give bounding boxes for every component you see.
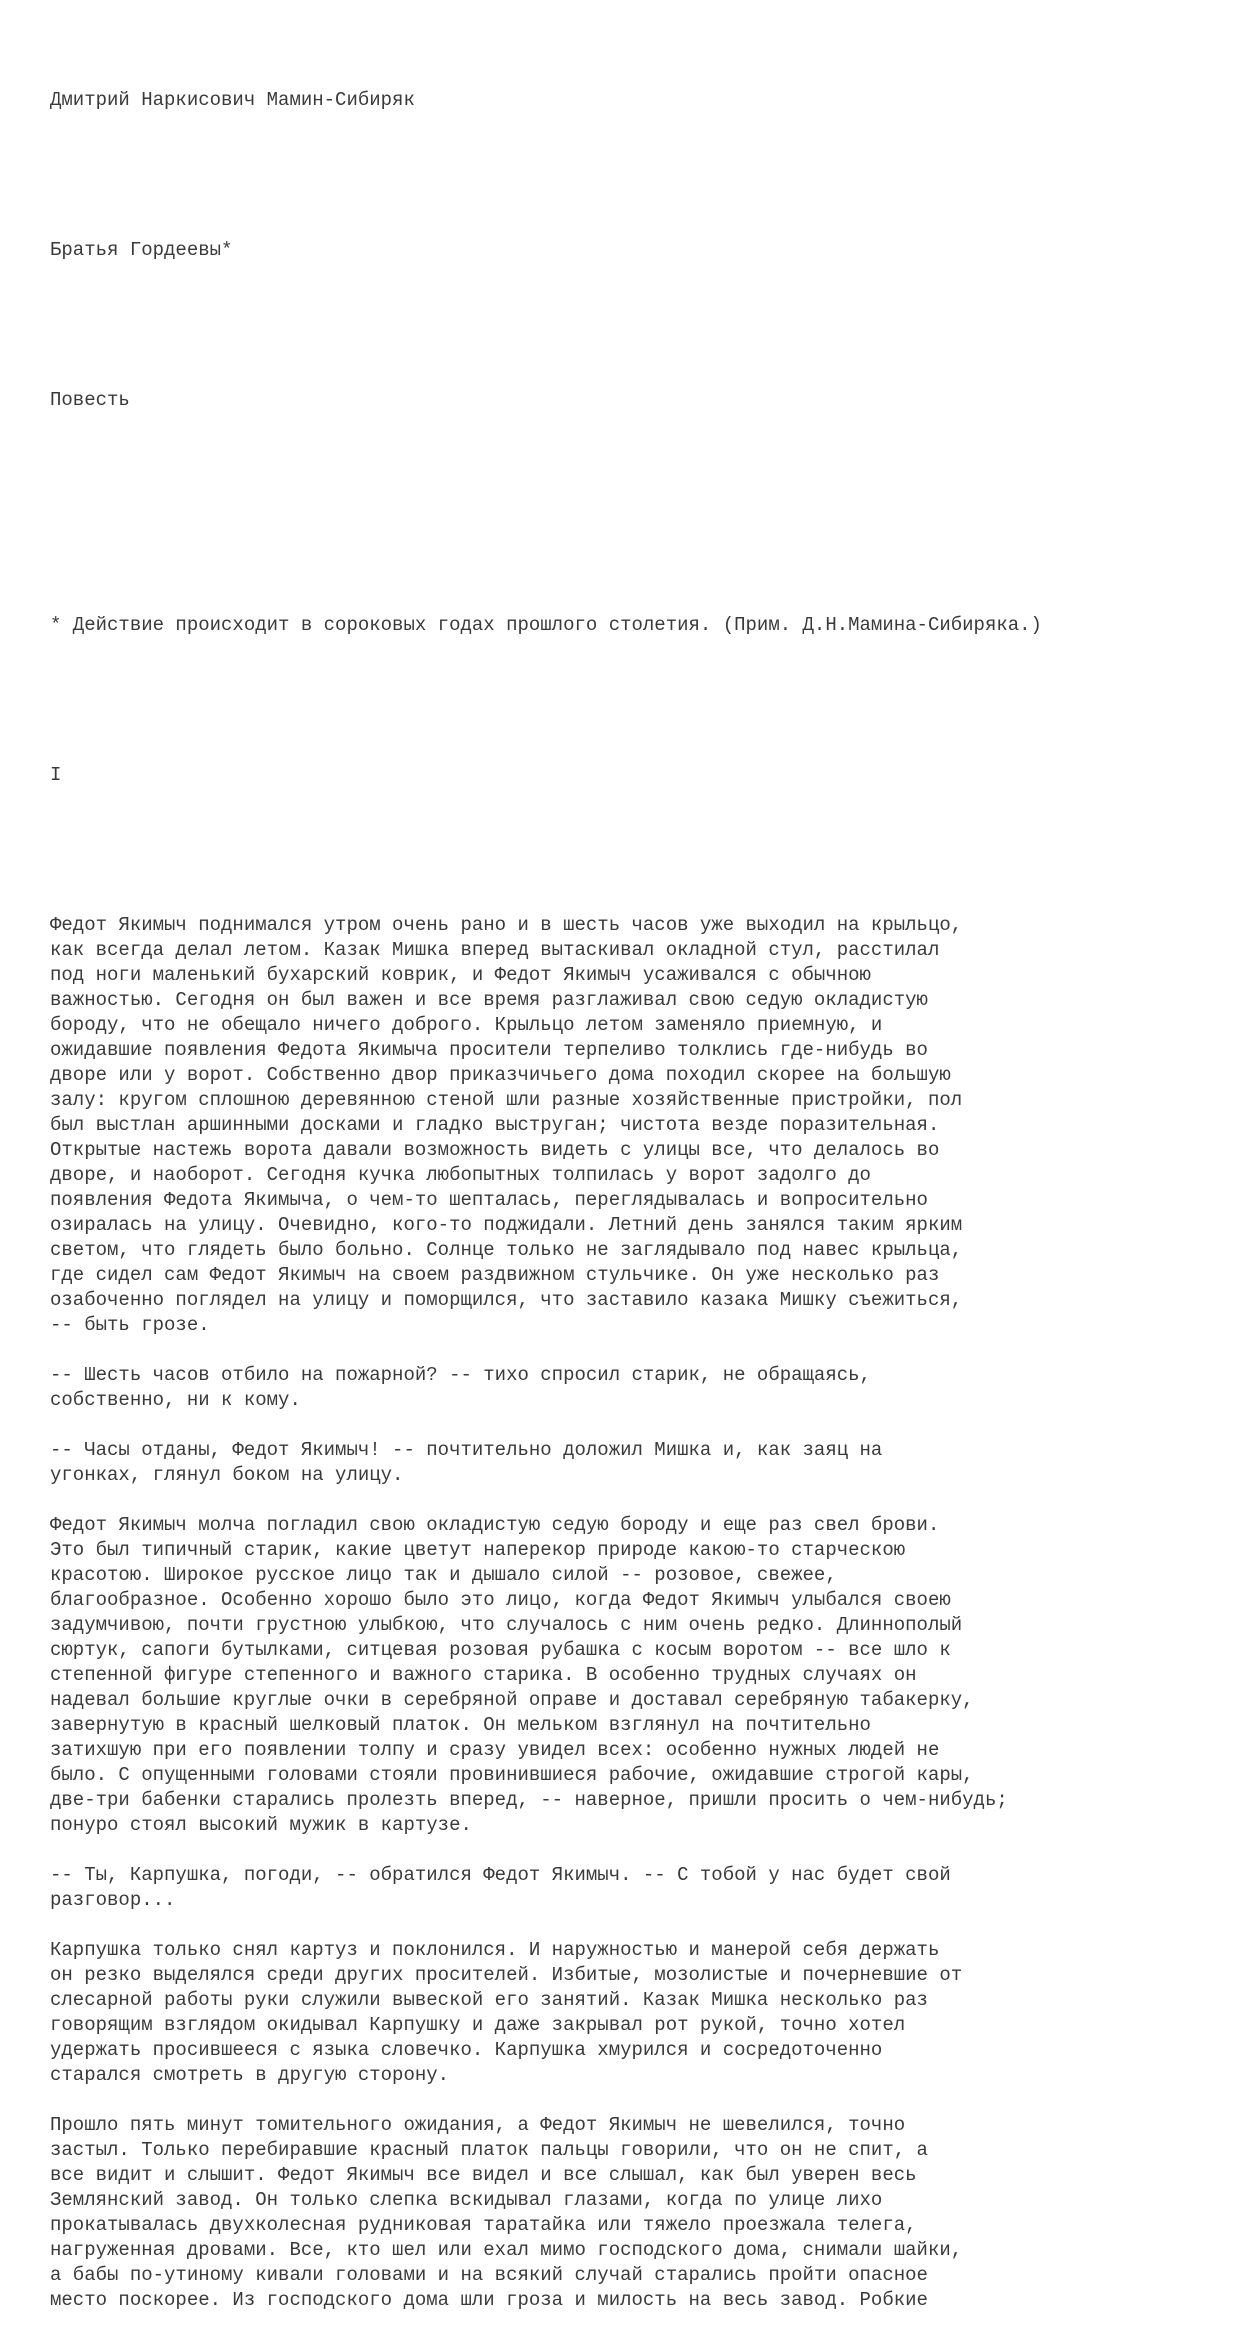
paragraph-line: Это был типичный старик, какие цветут наперекор природе какою-то старческою xyxy=(50,1539,906,1561)
paragraph-line: а бабы по-утиному кивали головами и на всякий случай старались пройти опасное xyxy=(50,2264,928,2286)
paragraph-line: затихшую при его появлении толпу и сразу увидел всех: особенно нужных людей не xyxy=(50,1739,940,1761)
blank-line xyxy=(50,538,1210,563)
paragraph-line: где сидел сам Федот Якимыч на своем раздвижном стульчике. Он уже несколько раз xyxy=(50,1264,940,1286)
paragraph-line: озабоченно поглядел на улицу и поморщился, что заставило казака Мишку съежиться, xyxy=(50,1289,963,1311)
paragraph-line: -- Шесть часов отбило на пожарной? -- тихо спросил старик, не обращаясь, xyxy=(50,1364,871,1386)
paragraph-line: под ноги маленький бухарский коврик, и Федот Якимыч усаживался с обычною xyxy=(50,964,871,986)
paragraph-line: собственно, ни к кому. xyxy=(50,1389,301,1411)
paragraph-line: надевал большие круглые очки в серебряной оправе и доставал серебряную табакерку, xyxy=(50,1689,974,1711)
blank-line xyxy=(50,1338,1210,1363)
paragraph-line: бороду, что не обещало ничего доброго. Крыльцо летом заменяло приемную, и xyxy=(50,1014,883,1036)
paragraph-line: благообразное. Особенно хорошо было это лицо, когда Федот Якимыч улыбался своею xyxy=(50,1589,951,1611)
paragraph-line: застыл. Только перебиравшие красный платок пальцы говорили, что он не спит, а xyxy=(50,2139,928,2161)
paragraph-line: две-три бабенки старались пролезть вперед, -- наверное, пришли просить о чем-нибудь; xyxy=(50,1789,1008,1811)
paragraph-line: понуро стоял высокий мужик в картузе. xyxy=(50,1814,472,1836)
paragraph-line: было. С опущенными головами стояли провинившиеся рабочие, ожидавшие строгой кары, xyxy=(50,1764,974,1786)
blank-line xyxy=(50,1413,1210,1438)
paragraph-line: Федот Якимыч поднимался утром очень рано и в шесть часов уже выходил на крыльцо, xyxy=(50,914,963,936)
blank-line xyxy=(50,1913,1210,1938)
paragraph-line: Землянский завод. Он только слепка вскидывал глазами, когда по улице лихо xyxy=(50,2189,883,2211)
paragraph-line: -- Часы отданы, Федот Якимыч! -- почтительно доложил Мишка и, как заяц на xyxy=(50,1439,883,1461)
paragraph-line: разговор... xyxy=(50,1889,176,1911)
paragraph-line: ожидавшие появления Федота Якимыча просители терпеливо толклись где-нибудь во xyxy=(50,1039,928,1061)
paragraph-line: прокатывалась двухколесная рудниковая таратайка или тяжело проезжала телега, xyxy=(50,2214,917,2236)
paragraph-line: Прошло пять минут томительного ожидания, а Федот Якимыч не шевелился, точно xyxy=(50,2114,906,2136)
blank-line xyxy=(50,688,1210,713)
paragraph-line: степенной фигуре степенного и важного старика. В особенно трудных случаях он xyxy=(50,1664,917,1686)
paragraph-line: дворе или у ворот. Собственно двор приказчичьего дома походил скорее на большую xyxy=(50,1064,951,1086)
paragraph-line: светом, что глядеть было больно. Солнце только не заглядывало под навес крыльца, xyxy=(50,1239,963,1261)
paragraph-line: как всегда делал летом. Казак Мишка вперед вытаскивал окладной стул, расстилал xyxy=(50,939,940,961)
paragraph-line: Карпушка только снял картуз и поклонился. И наружностью и манерой себя держать xyxy=(50,1939,940,1961)
title-line: Братья Гордеевы* xyxy=(50,239,233,261)
paragraph-line: завернутую в красный шелковый платок. Он мельком взглянул на почтительно xyxy=(50,1714,871,1736)
blank-line xyxy=(50,2088,1210,2113)
paragraph-line: -- Ты, Карпушка, погоди, -- обратился Федот Якимыч. -- С тобой у нас будет свой xyxy=(50,1864,951,1886)
paragraph-line: нагруженная дровами. Все, кто шел или ехал мимо господского дома, снимали шайки, xyxy=(50,2239,963,2261)
paragraph-line: красотою. Широкое русское лицо так и дышало силой -- розовое, свежее, xyxy=(50,1564,837,1586)
paragraph-line: угонках, глянул боком на улицу. xyxy=(50,1464,404,1486)
paragraph-line: залу: кругом сплошною деревянною стеной шли разные хозяйственные пристройки, пол xyxy=(50,1089,963,1111)
body-text xyxy=(50,913,1210,2313)
paragraph-line: говорящим взглядом окидывал Карпушку и даже закрывал рот рукой, точно хотел xyxy=(50,2014,906,2036)
paragraph-line: важностью. Сегодня он был важен и все время разглаживал свою седую окладистую xyxy=(50,989,928,1011)
author-line: Дмитрий Наркисович Мамин-Сибиряк xyxy=(50,89,415,111)
paragraph-line: место поскорее. Из господского дома шли гроза и милость на весь завод. Робкие xyxy=(50,2289,928,2311)
blank-line xyxy=(50,838,1210,863)
paragraph-line: дворе, и наоборот. Сегодня кучка любопытных толпилась у ворот задолго до xyxy=(50,1164,871,1186)
paragraph-line: удержать просившееся с языка словечко. Карпушка хмурился и сосредоточенно xyxy=(50,2039,883,2061)
paragraph-line: -- быть грозе. xyxy=(50,1314,210,1336)
paragraph-line: был выстлан аршинными досками и гладко выструган; чистота везде поразительная. xyxy=(50,1114,940,1136)
paragraph-line: сюртук, сапоги бутылками, ситцевая розовая рубашка с косым воротом -- все шло к xyxy=(50,1639,951,1661)
blank-line xyxy=(50,463,1210,488)
paragraph-line: Федот Якимыч молча погладил свою окладистую седую бороду и еще раз свел брови. xyxy=(50,1514,940,1536)
blank-line xyxy=(50,1838,1210,1863)
blank-line xyxy=(50,1488,1210,1513)
paragraph-line: слесарной работы руки служили вывеской его занятий. Казак Мишка несколько раз xyxy=(50,1989,928,2011)
paragraph-line: Открытые настежь ворота давали возможность видеть с улицы все, что делалось во xyxy=(50,1139,940,1161)
paragraph-line: все видит и слышит. Федот Якимыч все видел и все слышал, как был уверен весь xyxy=(50,2164,917,2186)
paragraph-line: появления Федота Якимыча, о чем-то шепталась, переглядывалась и вопросительно xyxy=(50,1189,928,1211)
blank-line xyxy=(50,313,1210,338)
genre-line: Повесть xyxy=(50,389,130,411)
footnote-line: * Действие происходит в сороковых годах прошлого столетия. (Прим. Д.Н.Мамина-Сибиряка.) xyxy=(50,614,1042,636)
chapter-heading: I xyxy=(50,764,62,786)
document-page xyxy=(50,38,1210,2338)
paragraph-line: старался смотреть в другую сторону. xyxy=(50,2064,450,2086)
paragraph-line: задумчивою, почти грустною улыбкою, что случалось с ним очень редко. Длиннополый xyxy=(50,1614,963,1636)
blank-line xyxy=(50,163,1210,188)
paragraph-line: озиралась на улицу. Очевидно, кого-то поджидали. Летний день занялся таким ярким xyxy=(50,1214,963,1236)
paragraph-line: он резко выделялся среди других просителей. Избитые, мозолистые и почерневшие от xyxy=(50,1964,963,1986)
